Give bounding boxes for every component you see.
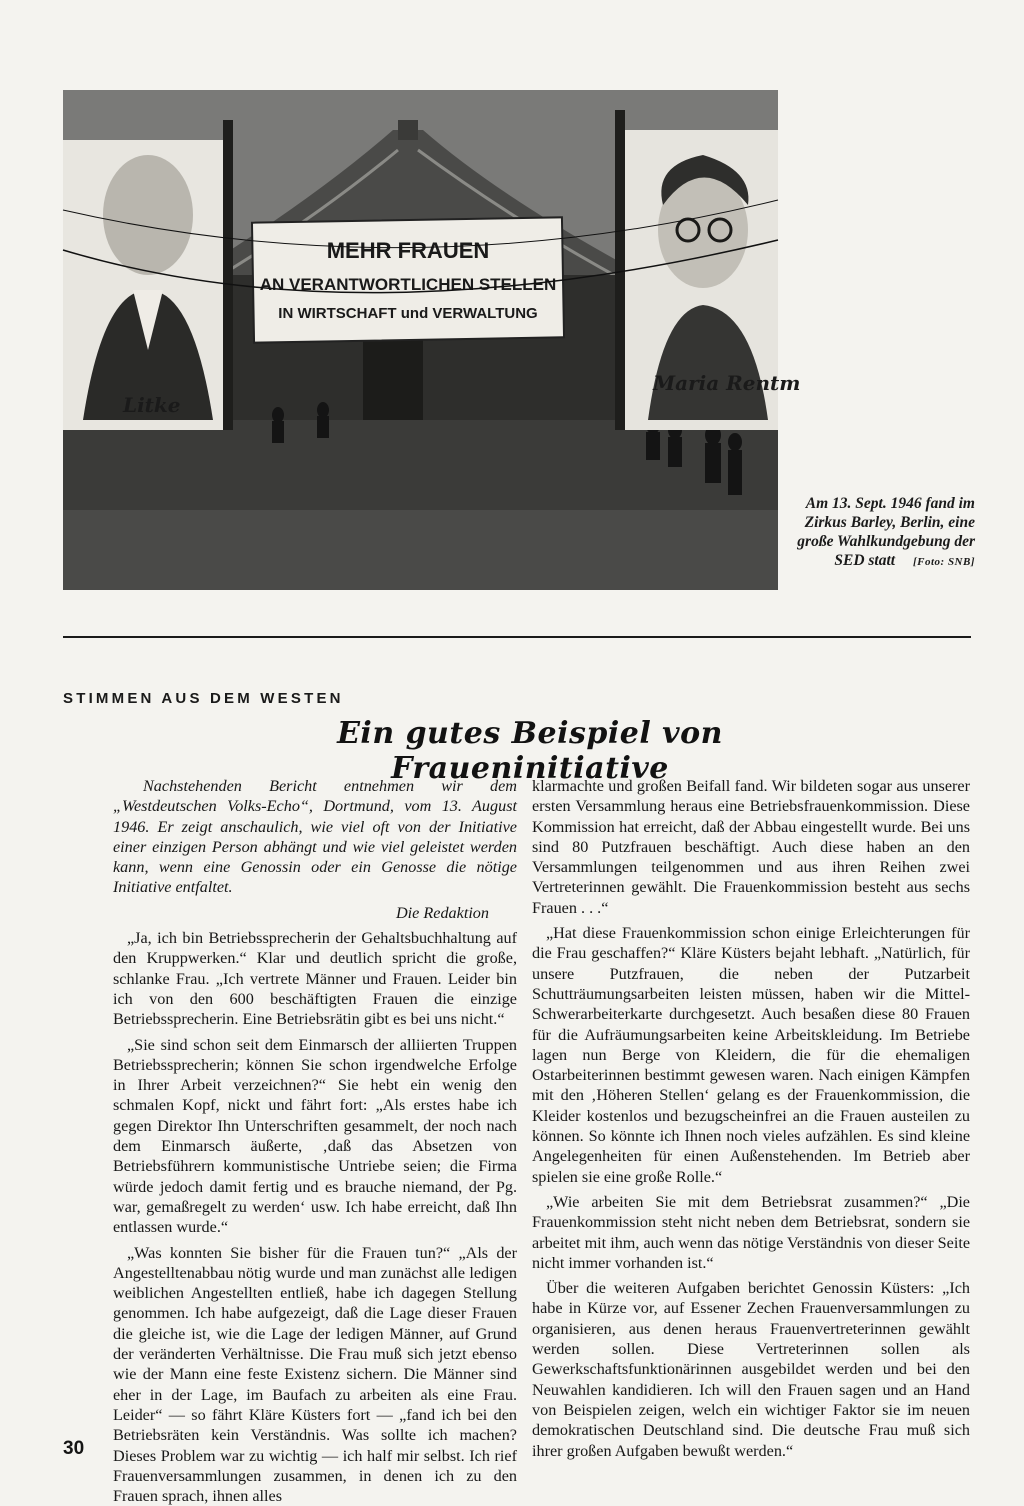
right-poster-signature: Maria Rentm	[653, 371, 801, 395]
rally-photo	[63, 90, 801, 590]
body-paragraph: Über die weiteren Aufgaben berichtet Genossin Küsters: „Ich habe in Kürze vor, auf Essener Zechen Frauenversammlungen zu organisieren, aus denen heraus Frauenvertreterinnen gewählt werden sollen. Diese Vertreterinnen sollen als Gewerkschaftsfunktionärinnen ausgebildet werden und bei den Neuwahlen kandidieren. Ich will den Frauen sagen und an Hand von Beispielen zeigen, welch ein wichtiger Faktor sie im neuen demokratischen Deutschland sind. Die deutsche Frau muß sich ihrer großen Aufgaben bewußt werden.“	[532, 1279, 970, 1460]
left-poster-signature: Litke	[123, 393, 181, 417]
body-paragraph: „Sie sind schon seit dem Einmarsch der alliierten Truppen Betriebssprecherin; können Sie schon irgendwelche Erfolge in Ihrer Arbeit verzeichnen?“ Sie hebt ein wenig den schmalen Kopf, nickt und fährt fort: „Als erstes habe ich gegen Direktor Ihn Unterschriften gesammelt, der noch nach dem Einmarsch äußerte, ‚daß das Absetzen von Betriebsführern kommunistische Untriebe seien; die Firma würde jedoch damit fertig und es brauche niemand, der Pg. war, gemaßregelt zu werden‘ usw. Ich habe erreicht, daß Ihn entlassen wurde.“	[113, 1035, 517, 1237]
caption-text: Am 13. Sept. 1946 fand im Zirkus Barley, Berlin, eine große Wahlkundgebung der SED statt	[797, 495, 975, 569]
body-paragraph: „Was konnten Sie bisher für die Frauen tun?“ „Als der Angestelltenabbau nötig wurde und man zunächst alle ledigen weiblichen Angestellten entließ, habe ich dagegen Stellung genommen. Ich habe aufgezeigt, daß die Lage dieser Frauen die gleiche ist, wie die Lage der ledigen Männer, auf Grund der veränderten Verhältnisse. Die Frau muß sich jetzt ebenso wie der Mann eine feste Existenz sichern. Die Männer sind eher in der Lage, im Baufach zu arbeiten als eine Frau. Leider“ — so fährt Kläre Küsters fort — „fand ich bei den Betriebsräten kein Verständnis. Was sollte ich machen? Dieses Problem war zu wichtig — ich half mir selbst. Ich rief Frauenversammlungen zusammen, in denen ich zu den Frauen sprach, ihnen alles	[113, 1243, 517, 1506]
left-column	[113, 776, 517, 1506]
intro-paragraph: Nachstehenden Bericht entnehmen wir dem „Westdeutschen Volks-Echo“, Dortmund, vom 13. August 1946. Er zeigt anschaulich, wie viel oft von der Initiative einer einzigen Person abhängt und wie viel geleistet werden kann, wenn eine Genossin oder ein Genosse die nötige Initiative entfaltet.	[113, 777, 517, 897]
article-headline: Ein gutes Beispiel von Fraueninitiative	[337, 716, 723, 786]
right-column	[532, 776, 970, 1461]
banner-line-1: MEHR FRAUEN	[326, 238, 490, 263]
photo-credit: [Foto: SNB]	[912, 556, 975, 568]
banner-line-2: AN VERANTWORTLICHEN STELLEN	[259, 275, 557, 294]
photo-caption	[790, 494, 975, 572]
banner-line-3: IN WIRTSCHAFT und VERWALTUNG	[278, 305, 538, 322]
intro-signature: Die Redaktion	[395, 903, 489, 922]
body-paragraph: „Wie arbeiten Sie mit dem Betriebsrat zusammen?“ „Die Frauenkommission steht nicht neben dem Betriebsrat, sondern sie arbeitet mit ihm, auch wenn das nötige Verständnis von dieser Seite nicht immer vorhanden ist.“	[532, 1192, 971, 1272]
body-paragraph: klarmachte und großen Beifall fand. Wir bildeten sogar aus unserer ersten Versammlung heraus eine Betriebsfrauenkommission. Diese Kommission hat erreicht, daß der Abbau eingestellt wurde. Bei uns sind 80 Putzfrauen beschäftigt. Auch diese haben an den Versammlungen teilgenommen und aus ihren Reihen zwei Vertreterinnen gewählt. Die Frauenkommission besteht aus sechs Frauen . . .“	[532, 777, 970, 917]
page-number: 30	[63, 1438, 85, 1459]
body-paragraph: „Hat diese Frauenkommission schon einige Erleichterungen für die Frau geschaffen?“ Kläre Küsters bejaht lebhaft. „Natürlich, für unsere Putzfrauen, die neben der Putzarbeit Schutträumungsarbeiten leisten müssen, haben wir die Mittel-Schwerarbeiterkarte durchgesetzt. Auch besaßen diese 80 Frauen für die Aufräumungsarbeiten keine Arbeitskleidung. Im Betriebe lagen nun Berge von Kleidern, die für die ehemaligen Ostarbeiterinnen bestimmt gewesen waren. Nach einigen Kämpfen mit den ‚Höheren Stellen‘ gelang es der Frauenkommission, die Kleider kostenlos und bezugscheinfrei an die Frauen austeilen zu können. So könnte ich Ihnen noch vieles aufzählen. Es sind kleine Angelegenheiten für einen Außenstehenden. Im Betrieb aber spielen sie eine große Rolle.“	[532, 924, 970, 1186]
section-divider	[63, 636, 971, 638]
body-paragraph: „Ja, ich bin Betriebssprecherin der Gehaltsbuchhaltung auf den Kruppwerken.“ Klar und deutlich spricht die große, schlanke Frau. „Ich vertrete Männer und Frauen. Leider bin ich von den 600 beschäftigten Frauen die einzige Betriebssprecherin. Eine Betriebsrätin gibt es bei uns nicht.“	[113, 929, 517, 1029]
section-label: STIMMEN AUS DEM WESTEN	[63, 690, 344, 707]
rally-photo-drawing	[63, 90, 801, 590]
